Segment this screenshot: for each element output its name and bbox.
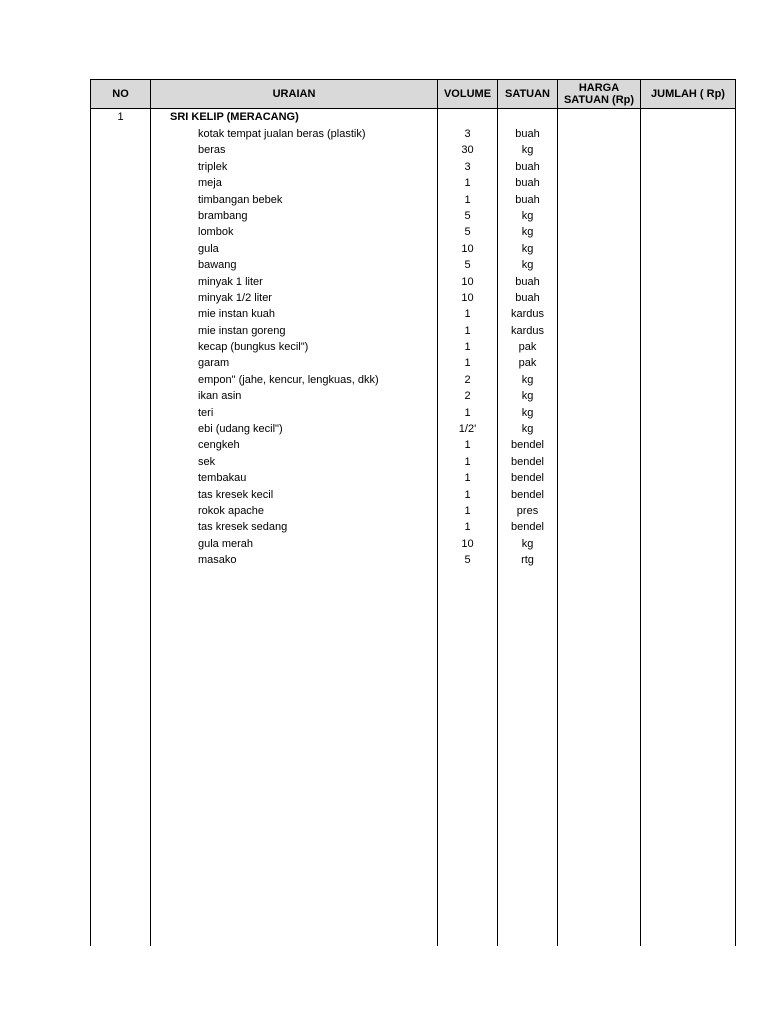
item-unit: kardus — [510, 308, 545, 321]
item-unit: bendel — [510, 488, 545, 501]
table-row — [0, 355, 768, 371]
item-unit: kg — [521, 259, 534, 272]
item-description: ikan asin — [198, 390, 242, 403]
item-unit: kg — [521, 373, 534, 386]
item-description: gula merah — [198, 537, 254, 550]
table-row — [0, 503, 768, 519]
item-volume: 2 — [464, 390, 471, 403]
item-description: rokok apache — [198, 504, 265, 517]
table-row — [0, 274, 768, 290]
item-volume: 1 — [464, 193, 471, 206]
table-row — [0, 388, 768, 404]
item-volume: 1 — [464, 455, 471, 468]
item-description: cengkeh — [198, 439, 240, 452]
item-description: masako — [198, 554, 237, 567]
item-description: tas kresek kecil — [198, 488, 274, 501]
table-row — [0, 454, 768, 470]
table-row — [0, 241, 768, 257]
item-unit: bendel — [510, 472, 545, 485]
item-unit: pak — [518, 357, 537, 370]
table-row — [0, 421, 768, 437]
header-harga-line1: HARGA — [578, 82, 620, 94]
item-volume: 1 — [464, 324, 471, 337]
header-no: NO — [112, 88, 129, 100]
item-volume: 2 — [464, 373, 471, 386]
item-volume: 1 — [464, 308, 471, 321]
item-volume: 1 — [464, 521, 471, 534]
item-volume: 1/2' — [458, 423, 477, 436]
table-row — [0, 372, 768, 388]
item-volume: 5 — [464, 554, 471, 567]
item-unit: buah — [515, 177, 540, 190]
item-description: timbangan bebek — [198, 193, 283, 206]
item-volume: 1 — [464, 488, 471, 501]
item-description: brambang — [198, 209, 248, 222]
item-description: triplek — [198, 160, 228, 173]
table-row — [0, 552, 768, 568]
item-unit: buah — [515, 193, 540, 206]
header-uraian: URAIAN — [272, 88, 316, 100]
table-row — [0, 519, 768, 535]
item-unit: kg — [521, 209, 534, 222]
table-row — [0, 437, 768, 453]
item-volume: 30 — [461, 144, 474, 157]
item-unit: kg — [521, 226, 534, 239]
section-number: 1 — [117, 111, 124, 123]
item-description: kecap (bungkus kecil") — [198, 341, 309, 354]
table-row — [0, 405, 768, 421]
item-unit: buah — [515, 291, 540, 304]
table-row — [0, 470, 768, 486]
item-unit: kg — [521, 144, 534, 157]
item-volume: 5 — [464, 209, 471, 222]
item-unit: buah — [515, 160, 540, 173]
item-unit: kg — [521, 406, 534, 419]
item-description: garam — [198, 357, 230, 370]
item-description: empon" (jahe, kencur, lengkuas, dkk) — [198, 373, 379, 386]
table-row — [0, 290, 768, 306]
item-volume: 1 — [464, 472, 471, 485]
item-unit: kg — [521, 423, 534, 436]
item-unit: buah — [515, 275, 540, 288]
table-row — [0, 339, 768, 355]
item-unit: pres — [516, 504, 539, 517]
item-unit: kg — [521, 242, 534, 255]
table-row — [0, 142, 768, 158]
table-row — [0, 224, 768, 240]
item-unit: bendel — [510, 439, 545, 452]
item-volume: 1 — [464, 406, 471, 419]
item-description: minyak 1 liter — [198, 275, 263, 288]
item-description: mie instan kuah — [198, 308, 276, 321]
item-description: ebi (udang kecil") — [198, 423, 283, 436]
item-description: kotak tempat jualan beras (plastik) — [198, 128, 366, 140]
table-row — [0, 208, 768, 224]
header-harga-satuan — [558, 80, 640, 108]
table-row — [0, 487, 768, 503]
item-unit: buah — [515, 128, 540, 140]
item-volume: 1 — [464, 357, 471, 370]
item-volume: 10 — [461, 537, 474, 550]
item-unit: kg — [521, 390, 534, 403]
table-row — [0, 306, 768, 322]
item-description: gula — [198, 242, 219, 255]
table-row — [0, 159, 768, 175]
item-volume: 10 — [461, 275, 474, 288]
item-volume: 1 — [464, 439, 471, 452]
item-unit: bendel — [510, 455, 545, 468]
header-satuan: SATUAN — [504, 88, 550, 100]
item-volume: 5 — [464, 226, 471, 239]
item-description: teri — [198, 406, 214, 419]
item-description: mie instan goreng — [198, 324, 286, 337]
item-volume: 3 — [464, 128, 471, 140]
item-volume: 3 — [464, 160, 471, 173]
table-row — [0, 323, 768, 339]
item-volume: 10 — [461, 291, 474, 304]
table-row — [0, 126, 768, 142]
header-volume: VOLUME — [443, 88, 492, 100]
item-unit: kardus — [510, 324, 545, 337]
item-volume: 5 — [464, 259, 471, 272]
item-volume: 10 — [461, 242, 474, 255]
item-unit: kg — [521, 537, 534, 550]
item-unit: pak — [518, 341, 537, 354]
item-list — [0, 126, 768, 569]
item-unit: rtg — [521, 554, 534, 567]
item-description: bawang — [198, 259, 237, 272]
table-row — [0, 175, 768, 191]
item-description: minyak 1/2 liter — [198, 291, 272, 304]
item-description: tas kresek sedang — [198, 521, 288, 534]
item-description: sek — [198, 455, 216, 468]
item-volume: 1 — [464, 504, 471, 517]
section-title: SRI KELIP (MERACANG) — [170, 111, 299, 123]
header-jumlah: JUMLAH ( Rp) — [651, 88, 725, 100]
item-unit: bendel — [510, 521, 545, 534]
item-description: lombok — [198, 226, 234, 239]
table-row — [0, 536, 768, 552]
item-description: tembakau — [198, 472, 247, 485]
item-description: meja — [198, 177, 222, 190]
item-volume: 1 — [464, 341, 471, 354]
header-harga-line2: SATUAN (Rp) — [563, 94, 635, 106]
item-description: beras — [198, 144, 226, 157]
table-row — [0, 192, 768, 208]
item-volume: 1 — [464, 177, 471, 190]
table-row — [0, 257, 768, 273]
